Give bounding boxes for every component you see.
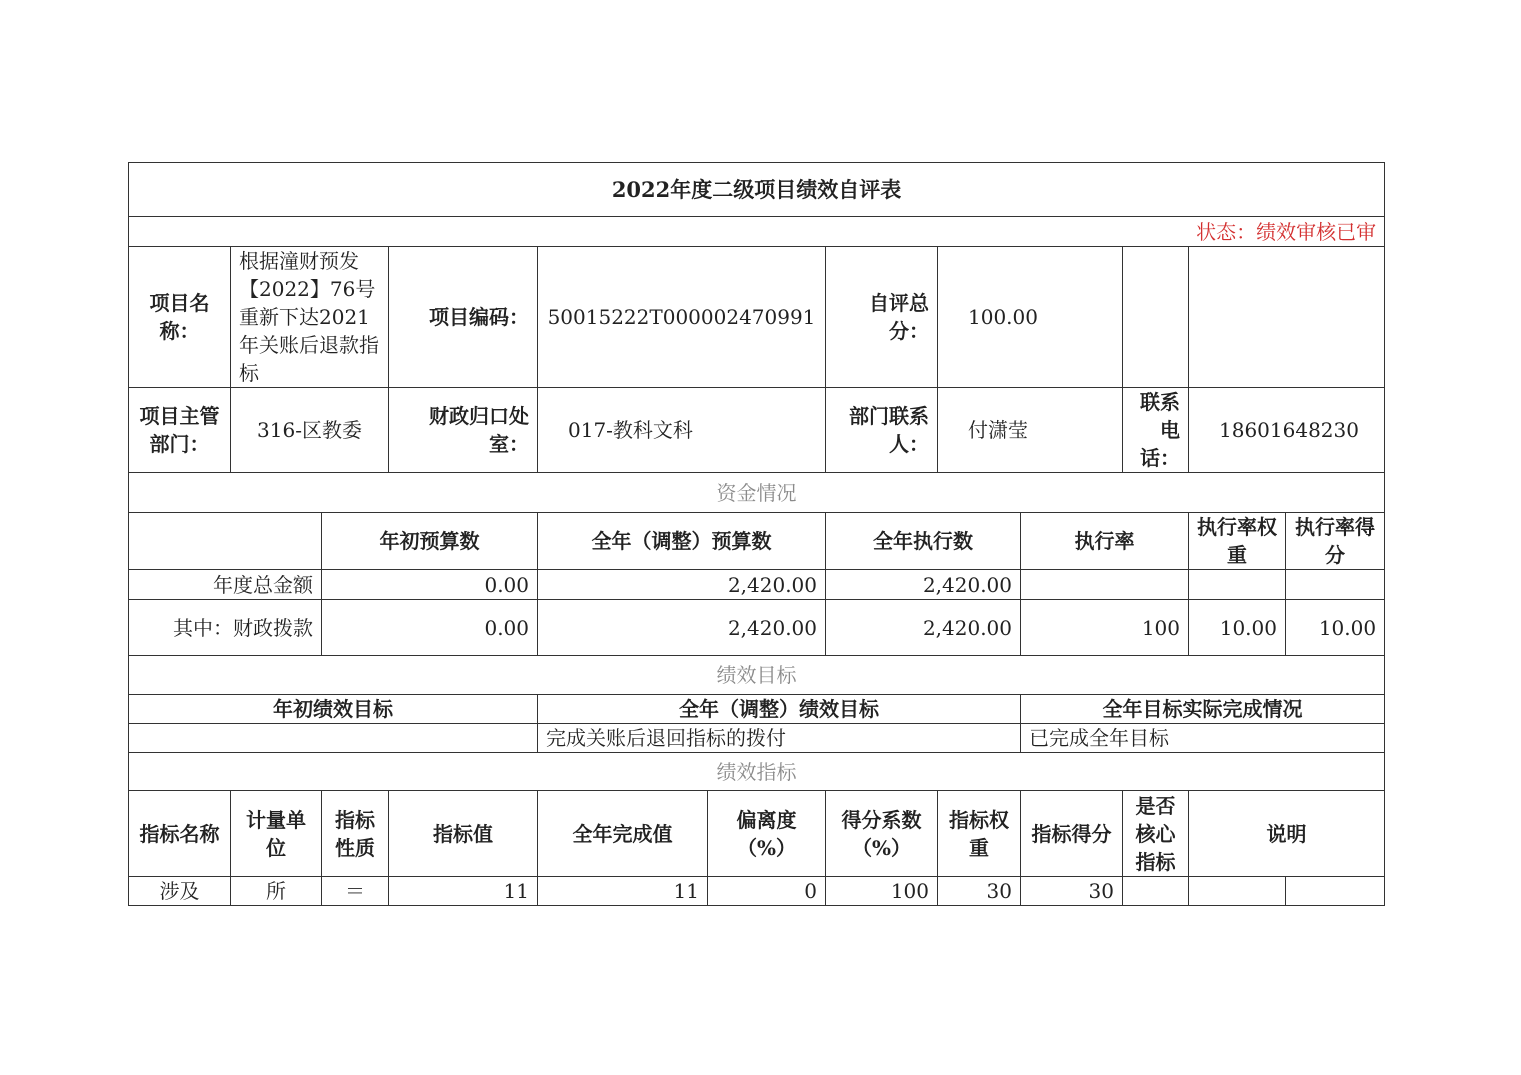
phone-value: 18601648230 <box>1189 388 1385 473</box>
funds-cell: 2,420.00 <box>538 600 826 656</box>
empty-cell <box>1286 877 1385 906</box>
indicator-header: 计量单位 <box>231 791 322 877</box>
funds-row-label: 年度总金额 <box>129 570 322 600</box>
goals-section-title: 绩效目标 <box>129 656 1385 695</box>
project-name-label: 项目名称： <box>129 247 231 388</box>
funds-header: 全年执行数 <box>826 513 1021 570</box>
funds-cell: 10.00 <box>1286 600 1385 656</box>
goal-adjusted: 完成关账后退回指标的拨付 <box>538 724 1021 753</box>
funds-cell: 2,420.00 <box>538 570 826 600</box>
funds-section-title: 资金情况 <box>129 473 1385 513</box>
funds-header: 执行率 <box>1021 513 1189 570</box>
indicator-cell: 30 <box>1021 877 1123 906</box>
indicator-cell: ＝ <box>322 877 389 906</box>
funds-cell <box>1021 570 1189 600</box>
indicator-cell: 0 <box>708 877 826 906</box>
goal-initial <box>129 724 538 753</box>
finance-office-label: 财政归口处室： <box>389 388 538 473</box>
funds-cell: 0.00 <box>322 570 538 600</box>
empty-cell <box>129 513 322 570</box>
indicator-cell: 涉及 <box>129 877 231 906</box>
funds-header: 执行率权重 <box>1189 513 1286 570</box>
funds-cell: 2,420.00 <box>826 570 1021 600</box>
indicators-section-title: 绩效指标 <box>129 753 1385 791</box>
phone-label: 联系电话： <box>1123 388 1189 473</box>
dept-label: 项目主管部门： <box>129 388 231 473</box>
funds-row-label: 其中：财政拨款 <box>129 600 322 656</box>
goals-header: 全年目标实际完成情况 <box>1021 695 1385 724</box>
empty-cell <box>1189 247 1385 388</box>
funds-header: 年初预算数 <box>322 513 538 570</box>
indicator-header: 指标得分 <box>1021 791 1123 877</box>
goals-header: 全年（调整）绩效目标 <box>538 695 1021 724</box>
contact-value: 付潇莹 <box>938 388 1123 473</box>
indicator-header: 指标名称 <box>129 791 231 877</box>
dept-value: 316-区教委 <box>231 388 389 473</box>
empty-cell <box>1123 247 1189 388</box>
indicator-header: 指标权重 <box>938 791 1021 877</box>
contact-label: 部门联系人： <box>826 388 938 473</box>
performance-evaluation-table <box>128 162 1385 906</box>
indicator-header: 说明 <box>1189 791 1385 877</box>
indicator-header: 指标性质 <box>322 791 389 877</box>
project-name-value: 根据潼财预发【2022】76号重新下达2021年关账后退款指标 <box>231 247 389 388</box>
status-text: 状态：绩效审核已审 <box>129 217 1385 247</box>
indicator-cell: 11 <box>389 877 538 906</box>
funds-header: 执行率得分 <box>1286 513 1385 570</box>
goal-actual: 已完成全年目标 <box>1021 724 1385 753</box>
indicator-cell: 30 <box>938 877 1021 906</box>
indicator-header: 偏离度（%） <box>708 791 826 877</box>
indicator-header: 全年完成值 <box>538 791 708 877</box>
funds-cell: 2,420.00 <box>826 600 1021 656</box>
funds-cell <box>1286 570 1385 600</box>
indicator-cell <box>1123 877 1189 906</box>
project-code-value: 50015222T000002470991 <box>538 247 826 388</box>
funds-cell: 100 <box>1021 600 1189 656</box>
funds-cell: 10.00 <box>1189 600 1286 656</box>
self-score-value: 100.00 <box>938 247 1123 388</box>
funds-cell: 0.00 <box>322 600 538 656</box>
funds-header: 全年（调整）预算数 <box>538 513 826 570</box>
funds-cell <box>1189 570 1286 600</box>
indicator-cell: 所 <box>231 877 322 906</box>
finance-office-value: 017-教科文科 <box>538 388 826 473</box>
indicator-header: 指标值 <box>389 791 538 877</box>
indicator-cell <box>1189 877 1286 906</box>
page-title: 2022年度二级项目绩效自评表 <box>129 163 1385 217</box>
self-score-label: 自评总分： <box>826 247 938 388</box>
indicator-cell: 100 <box>826 877 938 906</box>
goals-header: 年初绩效目标 <box>129 695 538 724</box>
project-code-label: 项目编码： <box>389 247 538 388</box>
indicator-cell: 11 <box>538 877 708 906</box>
indicator-header: 是否核心指标 <box>1123 791 1189 877</box>
indicator-header: 得分系数（%） <box>826 791 938 877</box>
